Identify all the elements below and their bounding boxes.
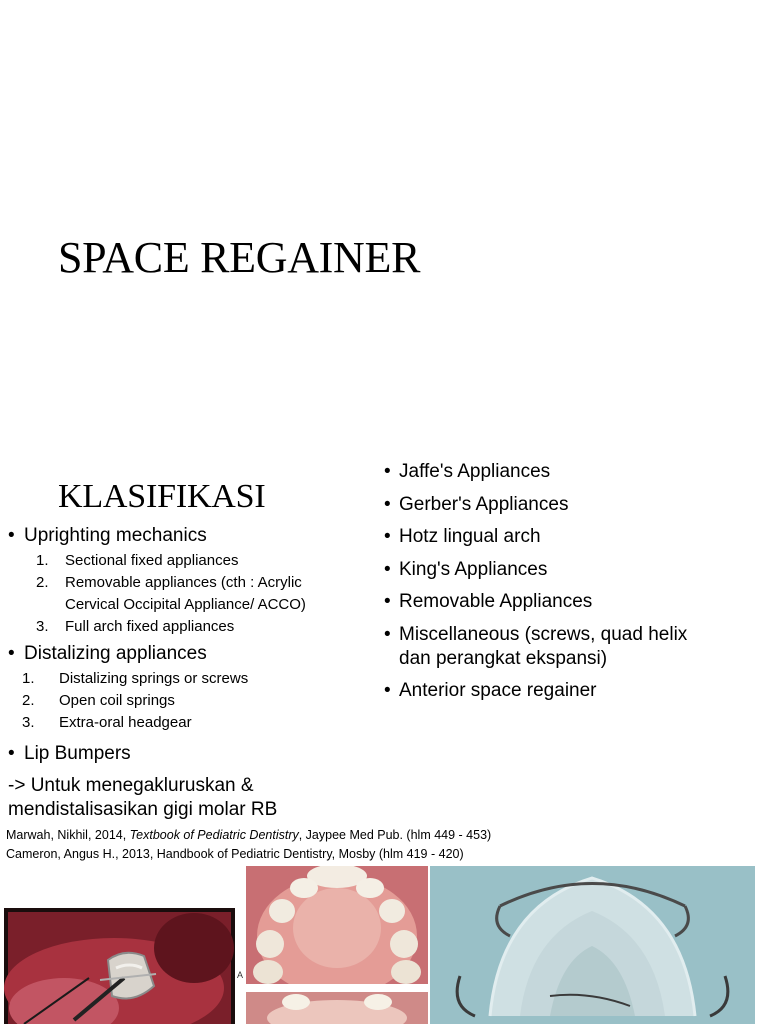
dental-photo-lower [246,992,428,1024]
bullet-distalizing [8,642,368,666]
bullet-dot: • [8,643,15,664]
list-text: Sectional fixed appliances [65,552,239,569]
list-number: 2. [22,692,35,709]
list-item [384,558,754,582]
list-number: 3. [36,618,49,635]
numbered-list-uprighting [8,550,368,638]
list-text-continued: Cervical Occipital Appliance/ ACCO) [65,596,306,613]
bullet-dot: • [384,526,391,547]
list-text: Open coil springs [59,692,175,709]
figure-label: A [237,970,244,980]
ref-text: Marwah, Nikhil, 2014, [6,828,130,842]
list-item [384,493,754,517]
list-item [384,460,754,484]
appliance-photo [430,866,755,1024]
list-text: Jaffe's Appliances [399,461,551,482]
bullet-label: Uprighting mechanics [24,525,207,546]
bullet-dot: • [384,558,391,580]
bullet-dot: • [384,461,391,482]
bullet-uprighting [8,524,368,548]
bullet-label: Lip Bumpers [24,743,131,764]
list-text: Extra-oral headgear [59,714,192,731]
list-item [8,668,368,690]
list-text: Anterior space regainer [399,680,597,701]
note-line: mendistalisasikan gigi molar RB [8,799,278,820]
left-column [8,524,368,822]
list-text: Hotz lingual arch [399,526,541,547]
list-item [8,690,368,712]
list-number: 2. [36,574,49,591]
numbered-list-distalizing [8,668,368,734]
list-item [8,550,368,572]
list-item [384,590,754,614]
intraoral-photo [4,908,235,1024]
list-text: King's Appliances [399,558,548,580]
bullet-dot: • [384,680,391,701]
list-number: 1. [36,552,49,569]
ref-title: Textbook of Pediatric Dentistry [129,828,299,842]
bullet-dot: • [8,743,15,764]
reference-line: Cameron, Angus H., 2013, Handbook of Pediatric Dentistry, Mosby (hlm 419 - 420) [6,847,464,861]
note-text [8,774,368,822]
dental-arch-photo [246,866,428,984]
list-text: Distalizing springs or screws [59,670,249,687]
bullet-dot: • [384,623,391,645]
list-item [384,525,754,549]
bullet-dot: • [384,591,391,612]
ref-text: , Jaypee Med Pub. (hlm 449 - 453) [298,828,492,842]
bullet-label: Distalizing appliances [24,643,207,664]
references [6,826,491,864]
list-item [384,679,754,703]
list-number: 3. [22,714,35,731]
list-item [8,712,368,734]
reference-line [6,826,491,845]
list-text: Gerber's Appliances [399,493,569,515]
bullet-dot: • [384,493,391,515]
list-text: Full arch fixed appliances [65,618,235,635]
bullet-lip-bumpers [8,742,368,766]
section-heading: KLASIFIKASI [58,478,266,515]
list-text: Miscellaneous (screws, quad helix dan perangkat ekspansi) [399,623,688,669]
list-number: 1. [22,670,35,687]
list-text: Removable appliances (cth : Acrylic [65,574,302,591]
list-item [8,572,368,616]
list-item [384,623,719,671]
list-text: Removable Appliances [399,591,593,612]
list-item [8,616,368,638]
note-line: -> Untuk menegakluruskan & [8,775,254,796]
right-column [384,460,754,712]
slide-title: SPACE REGAINER [58,233,421,282]
bullet-dot: • [8,525,15,546]
